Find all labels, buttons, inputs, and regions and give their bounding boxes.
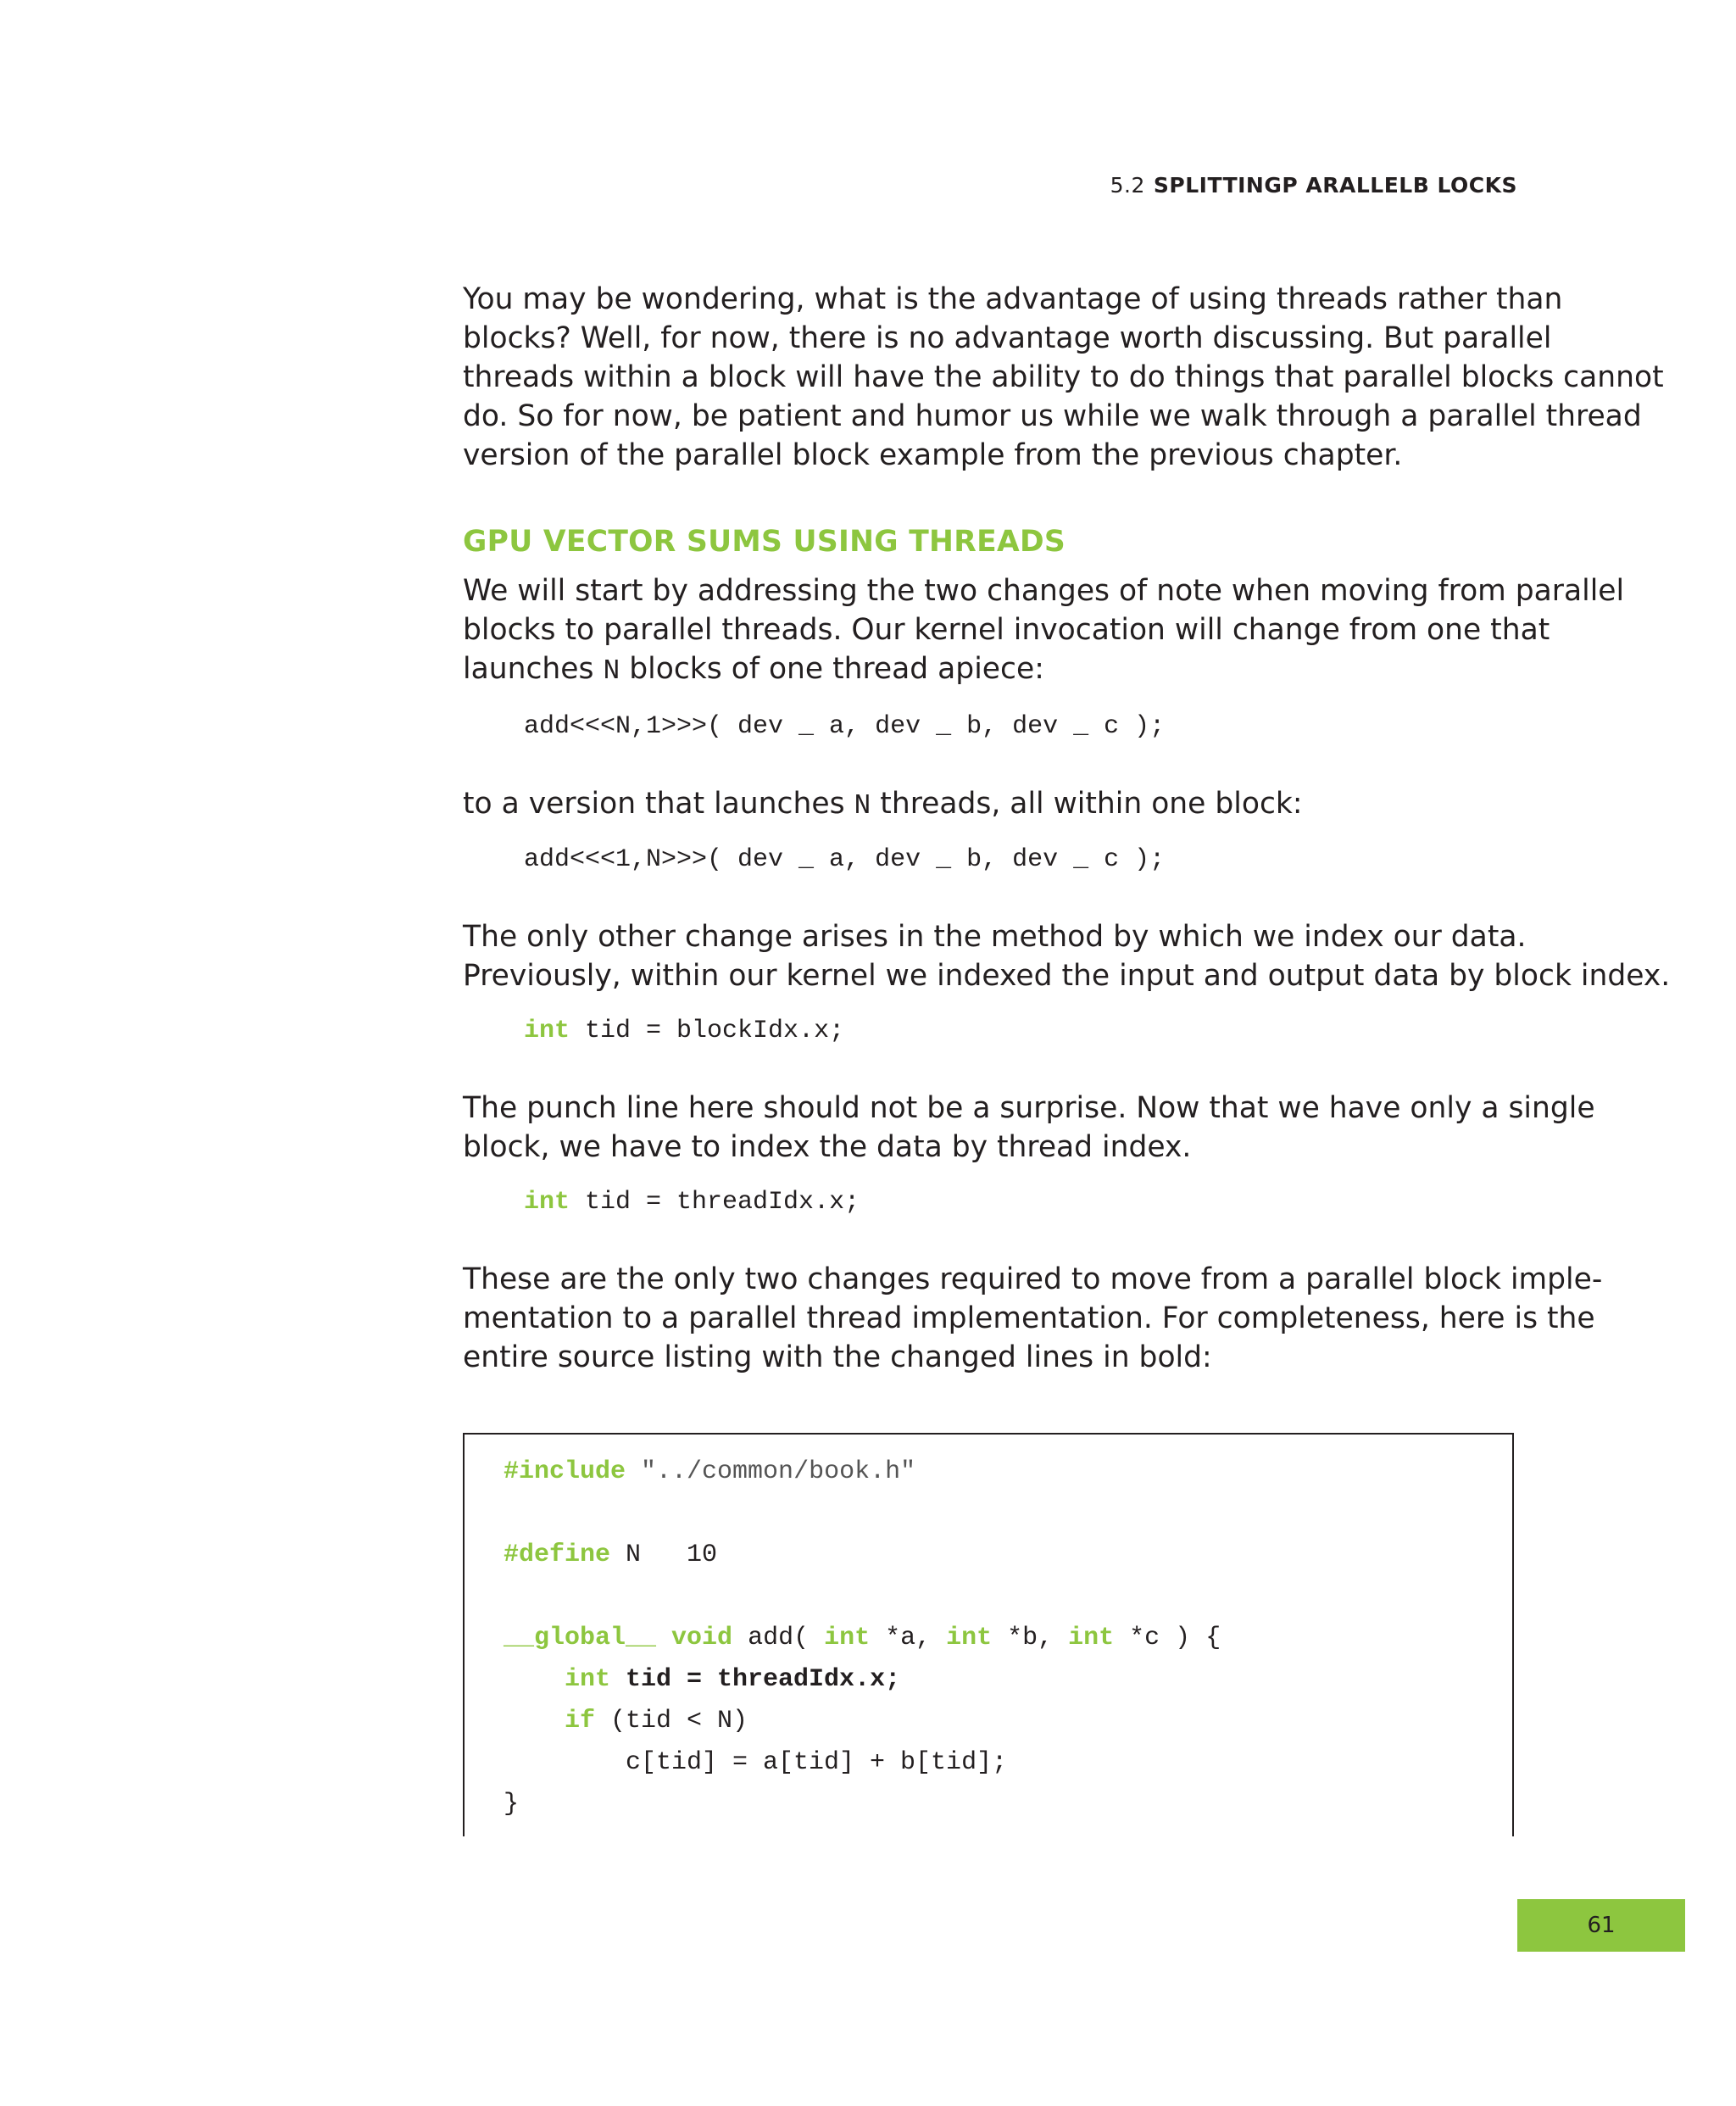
code-keyword: if [565, 1707, 596, 1736]
code-keyword: __global__ [504, 1624, 657, 1652]
text-run: blocks of one thread apiece: [620, 652, 1044, 686]
section-title: SPLITTINGP ARALLELB LOCKS [1153, 173, 1517, 198]
listing-line-if [565, 1704, 748, 1738]
page-number-tab [1517, 1899, 1685, 1952]
paragraph-line: version of the parallel block example from the previous chapter. [463, 438, 1403, 472]
paragraph-line: blocks to parallel threads. Our kernel invocation will change from one that [463, 613, 1550, 647]
paragraph-line: blocks? Well, for now, there is no advantage worth discussing. But parallel [463, 321, 1552, 355]
text-run: threads, all within one block: [871, 787, 1303, 821]
paragraph-line: The only other change arises in the method by which we index our data. [463, 920, 1527, 954]
listing-line-close: } [504, 1790, 520, 1819]
listing-line-assign: c[tid] = a[tid] + b[tid]; [626, 1748, 1008, 1777]
paragraph-summary [463, 1260, 1603, 1377]
section-number: 5.2 [1110, 173, 1145, 198]
paragraph-line: You may be wondering, what is the advantage of using threads rather than [463, 282, 1563, 316]
paragraph-threads [463, 784, 1517, 826]
code-text: *a, [870, 1624, 947, 1652]
code-text: tid = blockIdx.x; [570, 1017, 845, 1045]
paragraph-line: Previously, within our kernel we indexed the input and output data by block index. [463, 959, 1671, 993]
code-keyword: int [524, 1188, 570, 1217]
page-content [463, 280, 1671, 1377]
paragraph-line: mentation to a parallel thread implementation. For completeness, here is the [463, 1301, 1595, 1335]
inline-code: N [854, 790, 871, 822]
code-string: "../common/book.h" [626, 1457, 916, 1486]
paragraph-line: do. So for now, be patient and humor us while we walk through a parallel thread [463, 399, 1642, 433]
paragraph-line: We will start by addressing the two changes of note when moving from parallel [463, 574, 1625, 608]
paragraph-line: The punch line here should not be a surprise. Now that we have only a single [463, 1091, 1595, 1125]
text-run: to a version that launches [463, 787, 854, 821]
code-text: tid = threadIdx.x; [570, 1188, 860, 1217]
source-listing [463, 1433, 1514, 1836]
inline-code: N [603, 655, 620, 687]
listing-line-tid [565, 1663, 900, 1696]
listing-line-signature [504, 1621, 1221, 1655]
code-keyword: void [671, 1624, 733, 1652]
code-snippet-blocks: add<<<N,1>>>( dev _ a, dev _ b, dev _ c ); [524, 712, 1166, 741]
text-run: launches [463, 652, 604, 686]
page-number: 61 [1587, 1913, 1616, 1938]
running-head [1110, 173, 1517, 198]
code-text: add( [732, 1624, 825, 1652]
code-keyword: #include [504, 1457, 626, 1486]
paragraph-punchline [463, 1089, 1595, 1167]
paragraph-line [463, 649, 1517, 691]
code-snippet-threads: add<<<1,N>>>( dev _ a, dev _ b, dev _ c ); [524, 845, 1166, 874]
code-keyword: int [1068, 1624, 1115, 1652]
listing-line-include [504, 1455, 915, 1489]
paragraph-line: block, we have to index the data by thread index. [463, 1130, 1192, 1164]
code-text: N 10 [610, 1540, 718, 1569]
code-keyword: int [946, 1624, 993, 1652]
code-snippet-threadidx [463, 1185, 1517, 1219]
code-text: *b, [992, 1624, 1069, 1652]
listing-line-define [504, 1538, 717, 1572]
code-keyword: #define [504, 1540, 611, 1569]
code-text: *c ) { [1114, 1624, 1221, 1652]
paragraph-line: entire source listing with the changed lines in bold: [463, 1340, 1212, 1374]
code-keyword: int [565, 1665, 611, 1694]
paragraph-line: These are the only two changes required to move from a parallel block imple- [463, 1262, 1603, 1296]
paragraph-kernel-invocation [463, 571, 1625, 691]
paragraph-indexing [463, 917, 1671, 995]
paragraph-line: threads within a block will have the ability to do things that parallel blocks cannot [463, 360, 1664, 394]
code-keyword: int [824, 1624, 871, 1652]
paragraph-intro [463, 280, 1664, 475]
section-heading: GPU VECTOR SUMS USING THREADS [463, 525, 1066, 559]
code-text: (tid < N) [595, 1707, 748, 1736]
code-snippet-blockidx [463, 1014, 1517, 1048]
code-keyword: int [524, 1017, 570, 1045]
code-text-bold: tid = threadIdx.x; [610, 1665, 901, 1694]
